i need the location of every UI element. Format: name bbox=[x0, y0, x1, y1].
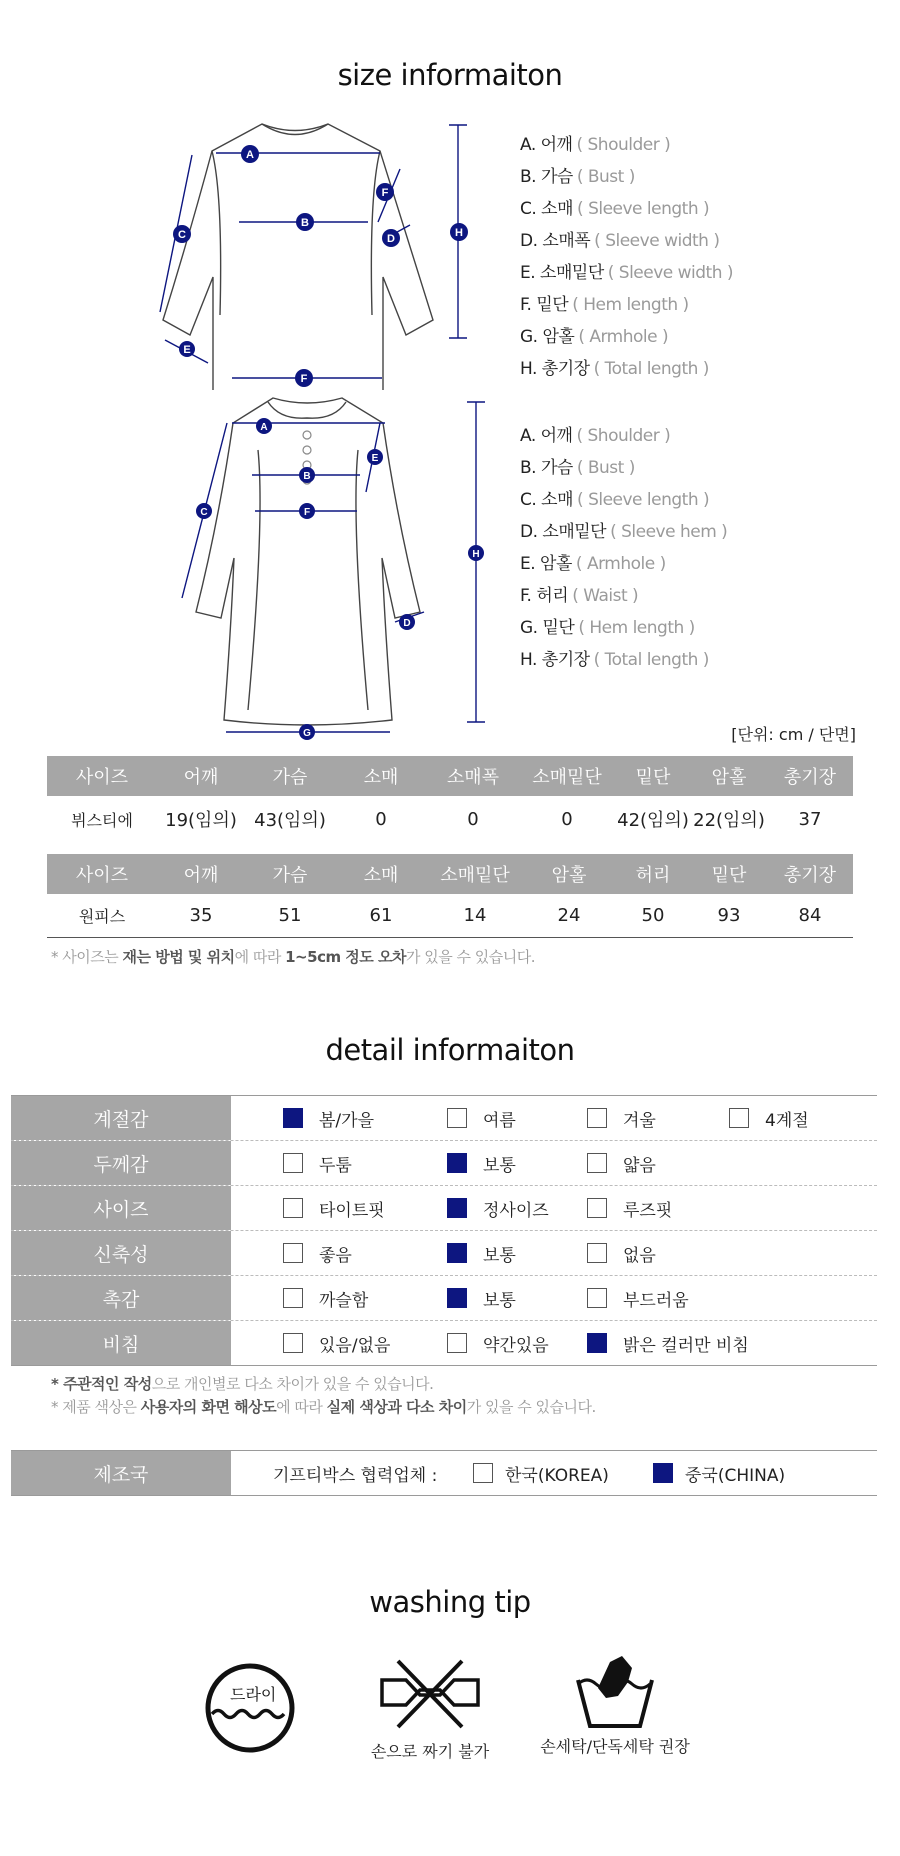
table-header-row: 사이즈 어깨 가슴 소매 소매밑단 암홀 허리 밑단 총기장 bbox=[47, 854, 853, 894]
svg-text:D: D bbox=[403, 618, 411, 629]
checkbox-checked[interactable] bbox=[447, 1243, 467, 1263]
checkbox[interactable] bbox=[587, 1243, 607, 1263]
checkbox-checked[interactable] bbox=[447, 1198, 467, 1218]
option-tight-fit[interactable]: 타이트핏 bbox=[283, 1186, 385, 1230]
checkbox-checked[interactable] bbox=[587, 1333, 607, 1353]
detail-row-texture: 촉감 까슬함 보통 부드러움 bbox=[11, 1276, 877, 1321]
size-table-dress bbox=[47, 854, 853, 938]
unit-label: [단위: cm / 단면] bbox=[731, 725, 856, 744]
option-all-season[interactable]: 4계절 bbox=[729, 1096, 809, 1140]
checkbox-checked[interactable] bbox=[653, 1463, 673, 1483]
option-winter[interactable]: 겨울 bbox=[587, 1096, 656, 1140]
svg-text:H: H bbox=[455, 227, 463, 239]
legend-row: H. 총기장 ( Total length ) bbox=[520, 359, 709, 379]
dress-legend bbox=[520, 420, 727, 676]
checkbox[interactable] bbox=[283, 1243, 303, 1263]
detail-note-1: * 주관적인 작성으로 개인별로 다소 차이가 있을 수 있습니다. bbox=[51, 1375, 434, 1393]
option-thick[interactable]: 두툼 bbox=[283, 1141, 352, 1185]
top-diagram-markers bbox=[0, 0, 900, 400]
option-rough[interactable]: 까슬함 bbox=[283, 1276, 368, 1320]
option-china[interactable]: 중국(CHINA) bbox=[653, 1451, 785, 1495]
detail-row-thickness: 두께감 두툼 보통 얇음 bbox=[11, 1141, 877, 1186]
detail-row-stretch: 신축성 좋음 보통 없음 bbox=[11, 1231, 877, 1276]
size-table-top bbox=[47, 756, 853, 842]
svg-text:C: C bbox=[178, 229, 186, 241]
hand-wash-item: 손세탁/단독세탁 권장 bbox=[530, 1650, 700, 1757]
legend-row: E. 암홀 ( Armhole ) bbox=[520, 554, 666, 574]
checkbox[interactable] bbox=[587, 1108, 607, 1128]
option-soft[interactable]: 부드러움 bbox=[587, 1276, 689, 1320]
option-normal[interactable]: 보통 bbox=[447, 1276, 516, 1320]
detail-row-sheerness: 비침 있음/없음 약간있음 밝은 컬러만 비침 bbox=[11, 1321, 877, 1366]
option-spring-fall[interactable]: 봄/가을 bbox=[283, 1096, 374, 1140]
option-good[interactable]: 좋음 bbox=[283, 1231, 352, 1275]
option-light-colors-only[interactable]: 밝은 컬러만 비침 bbox=[587, 1321, 749, 1365]
checkbox[interactable] bbox=[587, 1198, 607, 1218]
option-normal[interactable]: 보통 bbox=[447, 1231, 516, 1275]
option-normal[interactable]: 보통 bbox=[447, 1141, 516, 1185]
svg-text:H: H bbox=[472, 549, 480, 560]
checkbox-checked[interactable] bbox=[283, 1108, 303, 1128]
option-thin[interactable]: 얇음 bbox=[587, 1141, 656, 1185]
washing-tip-title: washing tip bbox=[369, 1585, 531, 1619]
svg-text:A: A bbox=[260, 422, 268, 433]
svg-text:A: A bbox=[246, 149, 254, 161]
table-row: 뷔스티에 19(임의) 43(임의) 0 0 0 42(임의) 22(임의) 37 bbox=[71, 808, 822, 831]
checkbox[interactable] bbox=[587, 1288, 607, 1308]
table-header-row: 사이즈 어깨 가슴 소매 소매폭 소매밑단 밑단 암홀 총기장 bbox=[47, 756, 853, 796]
no-wring-icon bbox=[370, 1655, 490, 1735]
checkbox[interactable] bbox=[729, 1108, 749, 1128]
svg-text:F: F bbox=[381, 187, 389, 199]
detail-row-season: 계절감 봄/가을 여름 겨울 4계절 bbox=[11, 1096, 877, 1141]
checkbox-checked[interactable] bbox=[447, 1288, 467, 1308]
legend-row: D. 소매밑단 ( Sleeve hem ) bbox=[520, 522, 728, 542]
option-loose-fit[interactable]: 루즈핏 bbox=[587, 1186, 672, 1230]
legend-row: C. 소매 ( Sleeve length ) bbox=[520, 490, 710, 510]
checkbox[interactable] bbox=[447, 1108, 467, 1128]
option-yes-no[interactable]: 있음/없음 bbox=[283, 1321, 390, 1365]
option-summer[interactable]: 여름 bbox=[447, 1096, 516, 1140]
svg-text:B: B bbox=[303, 471, 311, 482]
hand-wash-icon bbox=[570, 1650, 660, 1730]
legend-row: B. 가슴 ( Bust ) bbox=[520, 458, 635, 478]
legend-row: G. 암홀 ( Armhole ) bbox=[520, 327, 669, 347]
checkbox[interactable] bbox=[587, 1153, 607, 1173]
no-wring-item: 손으로 짜기 불가 bbox=[360, 1655, 500, 1762]
size-note: * 사이즈는 재는 방법 및 위치에 따라 1~5cm 정도 오차가 있을 수 있습니다. bbox=[51, 948, 535, 966]
svg-text:G: G bbox=[303, 728, 311, 739]
dry-clean-icon: 드라이 bbox=[200, 1660, 300, 1760]
checkbox[interactable] bbox=[283, 1198, 303, 1218]
dress-diagram bbox=[0, 390, 900, 750]
checkbox-checked[interactable] bbox=[447, 1153, 467, 1173]
option-none[interactable]: 없음 bbox=[587, 1231, 656, 1275]
svg-text:B: B bbox=[301, 217, 309, 229]
detail-info-title: detail informaiton bbox=[325, 1033, 575, 1067]
legend-row: H. 총기장 ( Total length ) bbox=[520, 650, 709, 670]
origin-prefix: 기프티박스 협력업체 : bbox=[273, 1465, 438, 1486]
legend-row: F. 허리 ( Waist ) bbox=[520, 586, 639, 606]
legend-row: C. 소매 ( Sleeve length ) bbox=[520, 199, 710, 219]
svg-text:E: E bbox=[371, 453, 379, 464]
origin-row: 제조국 기프티박스 협력업체 : 한국(KOREA) 중국(CHINA) bbox=[11, 1450, 877, 1496]
checkbox[interactable] bbox=[283, 1288, 303, 1308]
table-row: 원피스 35 51 61 14 24 50 93 84 bbox=[78, 905, 822, 926]
top-legend bbox=[520, 129, 733, 385]
detail-table bbox=[11, 1095, 877, 1366]
option-regular-fit[interactable]: 정사이즈 bbox=[447, 1186, 549, 1230]
legend-row: A. 어깨 ( Shoulder ) bbox=[520, 426, 671, 446]
detail-row-fit: 사이즈 타이트핏 정사이즈 루즈핏 bbox=[11, 1186, 877, 1231]
legend-row: D. 소매폭 ( Sleeve width ) bbox=[520, 231, 720, 251]
svg-text:E: E bbox=[183, 344, 191, 356]
svg-text:C: C bbox=[200, 507, 208, 518]
size-info-title: size informaiton bbox=[337, 58, 563, 92]
svg-text:F: F bbox=[303, 507, 311, 518]
svg-text:D: D bbox=[387, 233, 395, 245]
checkbox[interactable] bbox=[473, 1463, 493, 1483]
option-korea[interactable]: 한국(KOREA) bbox=[473, 1451, 609, 1495]
legend-row: E. 소매밑단 ( Sleeve width ) bbox=[520, 263, 734, 283]
svg-text:F: F bbox=[300, 373, 308, 385]
checkbox[interactable] bbox=[283, 1333, 303, 1353]
legend-row: A. 어깨 ( Shoulder ) bbox=[520, 135, 671, 155]
detail-note-2: * 제품 색상은 사용자의 화면 해상도에 따라 실제 색상과 다소 차이가 있을 수 있습니다. bbox=[51, 1398, 596, 1416]
legend-row: F. 밑단 ( Hem length ) bbox=[520, 295, 689, 315]
option-slightly[interactable]: 약간있음 bbox=[447, 1321, 549, 1365]
legend-row: B. 가슴 ( Bust ) bbox=[520, 167, 635, 187]
checkbox[interactable] bbox=[283, 1153, 303, 1173]
legend-row: G. 밑단 ( Hem length ) bbox=[520, 618, 695, 638]
checkbox[interactable] bbox=[447, 1333, 467, 1353]
